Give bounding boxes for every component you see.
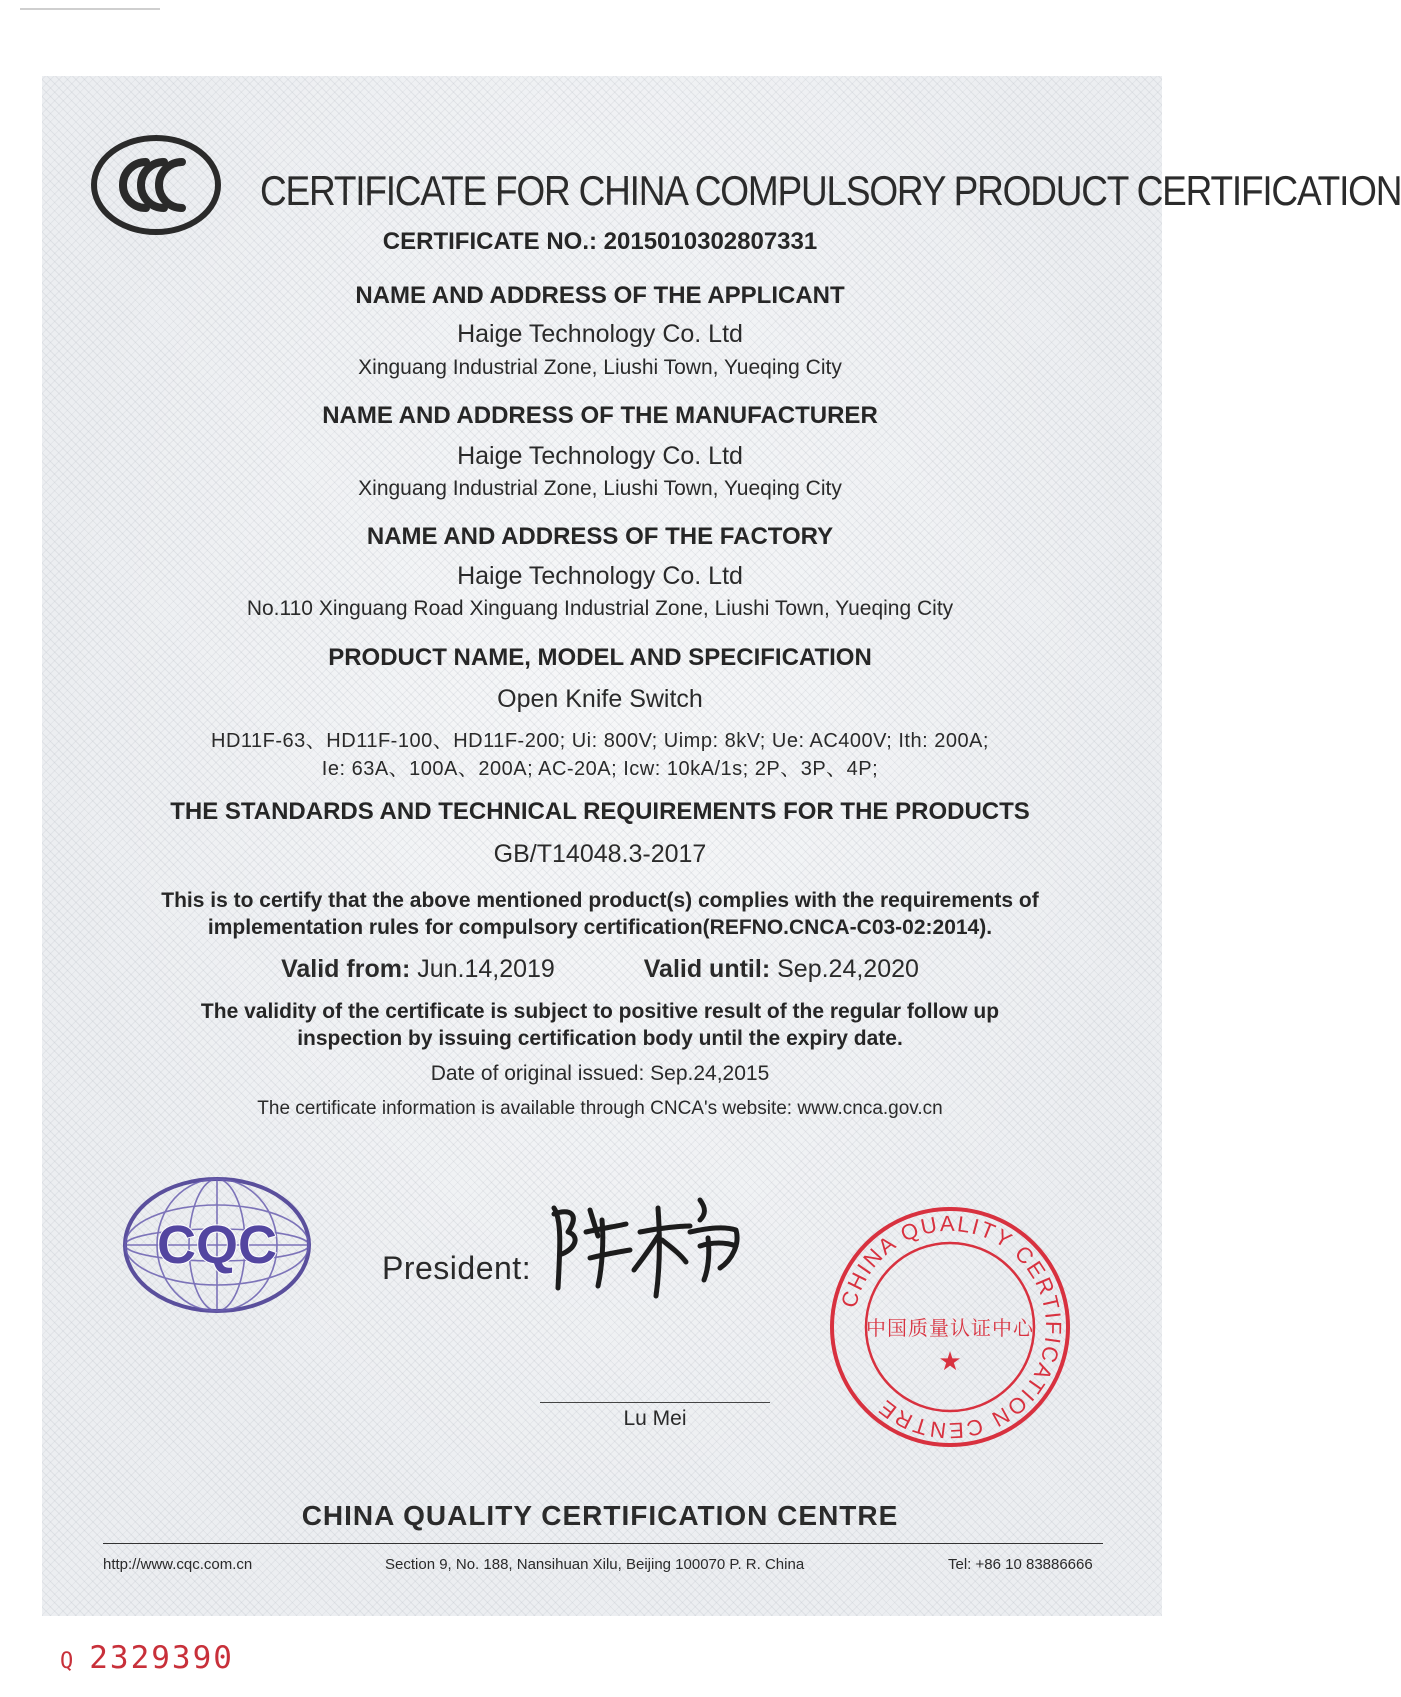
manufacturer-name: Haige Technology Co. Ltd	[457, 442, 743, 470]
serial-number	[60, 1640, 234, 1676]
validity-note-line1: The validity of the certificate is subject to positive result of the regular follow up	[200, 1000, 1000, 1023]
ccc-logo	[90, 130, 230, 240]
cqc-logo-text: CQC	[157, 1215, 277, 1275]
standards-heading: THE STANDARDS AND TECHNICAL REQUIREMENTS FOR THE PRODUCTS	[170, 798, 1030, 825]
product-heading: PRODUCT NAME, MODEL AND SPECIFICATION	[328, 644, 872, 671]
signer-name: Lu Mei	[623, 1407, 687, 1430]
original-issue-date: Date of original issued: Sep.24,2015	[430, 1062, 770, 1085]
president-signature	[540, 1180, 770, 1310]
footer-website: http://www.cqc.com.cn	[103, 1556, 253, 1573]
manufacturer-address: Xinguang Industrial Zone, Liushi Town, Yueqing City	[358, 477, 842, 500]
product-spec-line1: HD11F-63、HD11F-100、HD11F-200; Ui: 800V; Uimp: 8kV; Ue: AC400V; Ith: 200A;	[211, 730, 989, 752]
footer-rule	[103, 1543, 1103, 1544]
signature-handwriting-text: 陆梅	[652, 1305, 658, 1307]
official-seal	[820, 1205, 1080, 1450]
valid-from-label: Valid from:	[281, 955, 411, 983]
standards-value: GB/T14048.3-2017	[493, 840, 707, 868]
valid-until-label: Valid until:	[643, 955, 771, 983]
signature-line	[540, 1402, 770, 1403]
valid-from-value: Jun.14,2019	[417, 955, 555, 983]
applicant-heading: NAME AND ADDRESS OF THE APPLICANT	[355, 282, 845, 309]
serial-prefix: Q	[60, 1649, 74, 1674]
footer-address: Section 9, No. 188, Nansihuan Xilu, Beijing 100070 P. R. China	[385, 1556, 805, 1573]
cqc-logo	[120, 1175, 315, 1315]
validity-row	[100, 955, 1100, 984]
seal-outer-text: CHINA QUALITY CERTIFICATION CENTRE	[836, 1210, 1067, 1444]
manufacturer-heading: NAME AND ADDRESS OF THE MANUFACTURER	[322, 402, 878, 429]
factory-name: Haige Technology Co. Ltd	[457, 562, 743, 590]
website-note: The certificate information is available through CNCA's website: www.cnca.gov.cn	[257, 1098, 943, 1119]
footer-tel: Tel: +86 10 83886666	[948, 1556, 1093, 1573]
president-label: President:	[382, 1250, 532, 1286]
product-spec-line2: Ie: 63A、100A、200A; AC-20A; Icw: 10kA/1s; 2P、3P、4P;	[321, 758, 879, 780]
factory-address: No.110 Xinguang Road Xinguang Industrial Zone, Liushi Town, Yueqing City	[246, 597, 954, 620]
seal-inner-text: 中国质量认证中心	[866, 1316, 1034, 1340]
product-name: Open Knife Switch	[497, 685, 703, 713]
applicant-name: Haige Technology Co. Ltd	[457, 320, 743, 348]
document-title: CERTIFICATE FOR CHINA COMPULSORY PRODUCT CERTIFICATION	[260, 168, 1401, 214]
validity-note-line2: inspection by issuing certification body until the expiry date.	[297, 1027, 903, 1050]
seal-star-icon: ★	[938, 1347, 962, 1377]
issuing-organization: CHINA QUALITY CERTIFICATION CENTRE	[301, 1500, 899, 1531]
certificate-number: CERTIFICATE NO.: 2015010302807331	[382, 228, 818, 255]
serial-value: 2329390	[89, 1640, 234, 1676]
applicant-address: Xinguang Industrial Zone, Liushi Town, Yueqing City	[358, 356, 842, 379]
factory-heading: NAME AND ADDRESS OF THE FACTORY	[366, 523, 834, 550]
certify-statement-line1: This is to certify that the above mentioned product(s) complies with the requirements of	[161, 889, 1039, 912]
page-edge-mark	[20, 8, 160, 10]
certify-statement-line2: implementation rules for compulsory certification(REFNO.CNCA-C03-02:2014).	[207, 916, 993, 939]
valid-until-value: Sep.24,2020	[777, 955, 919, 983]
